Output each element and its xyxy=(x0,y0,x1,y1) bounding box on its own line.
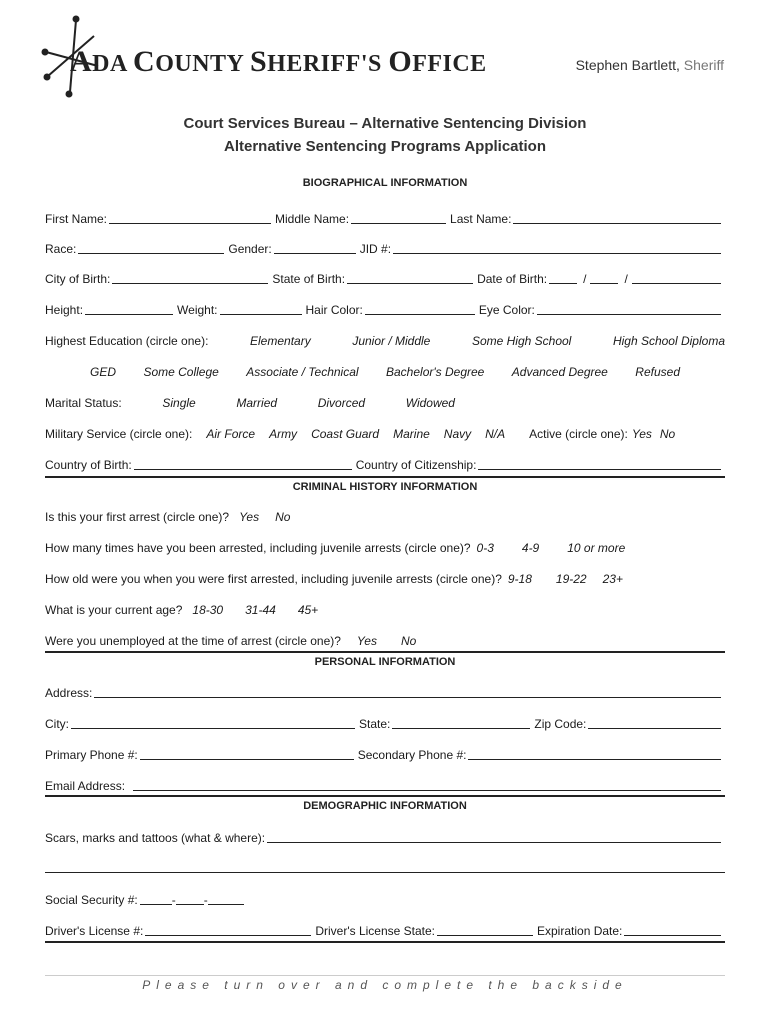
education-option[interactable]: Refused xyxy=(635,365,680,379)
weight-label: Weight: xyxy=(177,303,218,317)
jid-label: JID #: xyxy=(359,242,392,256)
education-option[interactable]: High School Diploma xyxy=(612,334,725,348)
education-option[interactable]: Elementary xyxy=(250,334,311,348)
marital-option[interactable]: Divorced xyxy=(317,396,366,410)
drivers-license-state-field[interactable] xyxy=(437,921,533,936)
section-divider xyxy=(45,476,725,478)
section-divider xyxy=(45,651,725,653)
ssn-dash: - xyxy=(171,893,176,907)
secondary-phone-label: Secondary Phone #: xyxy=(357,748,467,762)
drivers-license-label: Driver's License #: xyxy=(45,924,144,938)
unemployed-option[interactable]: No xyxy=(400,634,417,648)
ssn-dash: - xyxy=(203,893,208,907)
military-option[interactable]: Army xyxy=(269,427,298,441)
dob-month-field[interactable] xyxy=(549,269,577,284)
section-divider xyxy=(45,795,725,797)
jid-field[interactable] xyxy=(393,239,721,254)
weight-field[interactable] xyxy=(220,300,302,315)
email-label: Email Address: xyxy=(45,779,126,793)
race-label: Race: xyxy=(45,242,77,256)
eye-color-label: Eye Color: xyxy=(478,303,535,317)
zip-label: Zip Code: xyxy=(534,717,587,731)
arrest-count-option[interactable]: 0-3 xyxy=(476,541,494,555)
first-arrest-age-option[interactable]: 9-18 xyxy=(507,572,532,586)
hair-color-field[interactable] xyxy=(365,300,475,315)
scars-field[interactable] xyxy=(267,828,721,843)
physical-row xyxy=(45,299,725,317)
current-age-option[interactable]: 18-30 xyxy=(192,603,224,617)
drivers-license-state-label: Driver's License State: xyxy=(315,924,435,938)
first-arrest-age-option[interactable]: 23+ xyxy=(602,572,623,586)
ssn-row xyxy=(45,889,725,907)
race-row xyxy=(45,238,725,256)
section-heading-biographical: BIOGRAPHICAL INFORMATION xyxy=(302,177,468,189)
city-field[interactable] xyxy=(71,714,355,729)
first-arrest-option[interactable]: No xyxy=(275,510,291,524)
ssn-part3-field[interactable] xyxy=(208,890,244,905)
dob-year-field[interactable] xyxy=(632,269,721,284)
gender-label: Gender: xyxy=(228,242,272,256)
state-label: State: xyxy=(359,717,391,731)
state-of-birth-label: State of Birth: xyxy=(272,272,346,286)
dob-slash: / xyxy=(624,272,628,286)
arrest-count-option[interactable]: 4-9 xyxy=(521,541,540,555)
scars-field-line-2[interactable] xyxy=(45,872,725,873)
dob-slash: / xyxy=(583,272,587,286)
education-option[interactable]: Bachelor's Degree xyxy=(386,365,485,379)
form-title-line2: Alternative Sentencing Programs Application xyxy=(223,138,546,155)
name-row xyxy=(45,208,725,226)
military-row xyxy=(45,423,725,441)
agency-name-logo: ADA COUNTY SHERIFF'S OFFICE xyxy=(70,45,487,78)
country-of-citizenship-label: Country of Citizenship: xyxy=(355,458,477,472)
height-field[interactable] xyxy=(85,300,173,315)
expiration-date-label: Expiration Date: xyxy=(537,924,623,938)
city-of-birth-field[interactable] xyxy=(112,269,268,284)
active-label: Active (circle one): xyxy=(529,427,628,441)
birth-row xyxy=(45,268,725,286)
middle-name-field[interactable] xyxy=(351,209,446,224)
hair-color-label: Hair Color: xyxy=(305,303,363,317)
gender-field[interactable] xyxy=(274,239,356,254)
first-name-field[interactable] xyxy=(109,209,271,224)
education-option[interactable]: Junior / Middle xyxy=(352,334,431,348)
education-option[interactable]: GED xyxy=(90,365,117,379)
unemployed-row xyxy=(45,630,725,648)
country-row xyxy=(45,454,725,472)
secondary-phone-field[interactable] xyxy=(468,745,721,760)
dob-day-field[interactable] xyxy=(590,269,618,284)
education-row-1 xyxy=(45,330,725,348)
education-option[interactable]: Some High School xyxy=(471,334,572,348)
expiration-date-field[interactable] xyxy=(624,921,721,936)
zip-field[interactable] xyxy=(588,714,721,729)
education-option[interactable]: Associate / Technical xyxy=(246,365,359,379)
first-name-label: First Name: xyxy=(45,212,108,226)
scars-row xyxy=(45,827,725,845)
middle-name-label: Middle Name: xyxy=(275,212,350,226)
first-arrest-age-option[interactable]: 19-22 xyxy=(555,572,587,586)
current-age-option[interactable]: 31-44 xyxy=(245,603,276,617)
first-arrest-row xyxy=(45,506,725,524)
address-row xyxy=(45,682,725,700)
military-option[interactable]: Coast Guard xyxy=(311,427,380,441)
country-of-citizenship-field[interactable] xyxy=(478,455,721,470)
country-of-birth-label: Country of Birth: xyxy=(45,458,132,472)
education-row-2 xyxy=(90,361,680,379)
footer-note: Please turn over and complete the backside xyxy=(142,978,628,992)
marital-row xyxy=(45,392,455,410)
footer-divider xyxy=(45,975,725,976)
section-heading-demographic: DEMOGRAPHIC INFORMATION xyxy=(303,800,467,812)
first-arrest-question: Is this your first arrest (circle one)? xyxy=(45,510,230,524)
first-arrest-age-question: How old were you when you were first arrested, including juvenile arrests (circle one)? xyxy=(45,572,502,586)
ssn-part2-field[interactable] xyxy=(176,890,204,905)
military-option[interactable]: Marine xyxy=(393,427,430,441)
city-of-birth-label: City of Birth: xyxy=(45,272,111,286)
arrest-count-question: How many times have you been arrested, including juvenile arrests (circle one)? xyxy=(45,541,471,555)
eye-color-field[interactable] xyxy=(537,300,721,315)
marital-option[interactable]: Single xyxy=(162,396,196,410)
section-divider xyxy=(45,941,725,943)
sheriff-name: Stephen Bartlett, Sheriff xyxy=(575,57,724,73)
education-option[interactable]: Advanced Degree xyxy=(511,365,608,379)
form-title-line1: Court Services Bureau – Alternative Sentencing Division xyxy=(183,115,587,132)
section-heading-personal: PERSONAL INFORMATION xyxy=(314,656,456,668)
height-label: Height: xyxy=(45,303,84,317)
marital-option[interactable]: Married xyxy=(236,396,278,410)
drivers-license-field[interactable] xyxy=(145,921,311,936)
state-field[interactable] xyxy=(392,714,530,729)
arrest-count-row xyxy=(45,537,725,555)
current-age-option[interactable]: 45+ xyxy=(297,603,319,617)
arrest-count-option[interactable]: 10 or more xyxy=(567,541,626,555)
military-service-label: Military Service (circle one): xyxy=(45,427,193,441)
ssn-label: Social Security #: xyxy=(45,893,138,907)
military-option[interactable]: Navy xyxy=(443,427,472,441)
marital-option[interactable]: Widowed xyxy=(405,396,455,410)
city-row xyxy=(45,713,725,731)
active-option[interactable]: No xyxy=(659,427,676,441)
unemployed-option[interactable]: Yes xyxy=(356,634,377,648)
address-label: Address: xyxy=(45,686,93,700)
first-arrest-option[interactable]: Yes xyxy=(239,510,260,524)
education-option[interactable]: Some College xyxy=(143,365,219,379)
active-option[interactable]: Yes xyxy=(631,427,652,441)
state-of-birth-field[interactable] xyxy=(347,269,473,284)
unemployed-question: Were you unemployed at the time of arrest (circle one)? xyxy=(45,634,341,648)
phone-row xyxy=(45,744,725,762)
city-label: City: xyxy=(45,717,69,731)
section-heading-criminal: CRIMINAL HISTORY INFORMATION xyxy=(292,481,478,493)
education-label: Highest Education (circle one): xyxy=(45,334,209,348)
primary-phone-field[interactable] xyxy=(140,745,354,760)
current-age-row xyxy=(45,599,725,617)
email-row xyxy=(45,775,725,793)
scars-label: Scars, marks and tattoos (what & where): xyxy=(45,831,266,845)
primary-phone-label: Primary Phone #: xyxy=(45,748,138,762)
marital-status-label: Marital Status: xyxy=(45,396,122,410)
last-name-label: Last Name: xyxy=(450,212,512,226)
current-age-question: What is your current age? xyxy=(45,603,183,617)
military-option[interactable]: N/A xyxy=(485,427,506,441)
email-field[interactable] xyxy=(133,776,721,791)
drivers-license-row xyxy=(45,920,725,938)
date-of-birth-label: Date of Birth: xyxy=(477,272,548,286)
ssn-part1-field[interactable] xyxy=(140,890,172,905)
military-option[interactable]: Air Force xyxy=(206,427,256,441)
address-field[interactable] xyxy=(94,683,721,698)
last-name-field[interactable] xyxy=(513,209,721,224)
country-of-birth-field[interactable] xyxy=(134,455,352,470)
first-arrest-age-row xyxy=(45,568,725,586)
race-field[interactable] xyxy=(78,239,224,254)
